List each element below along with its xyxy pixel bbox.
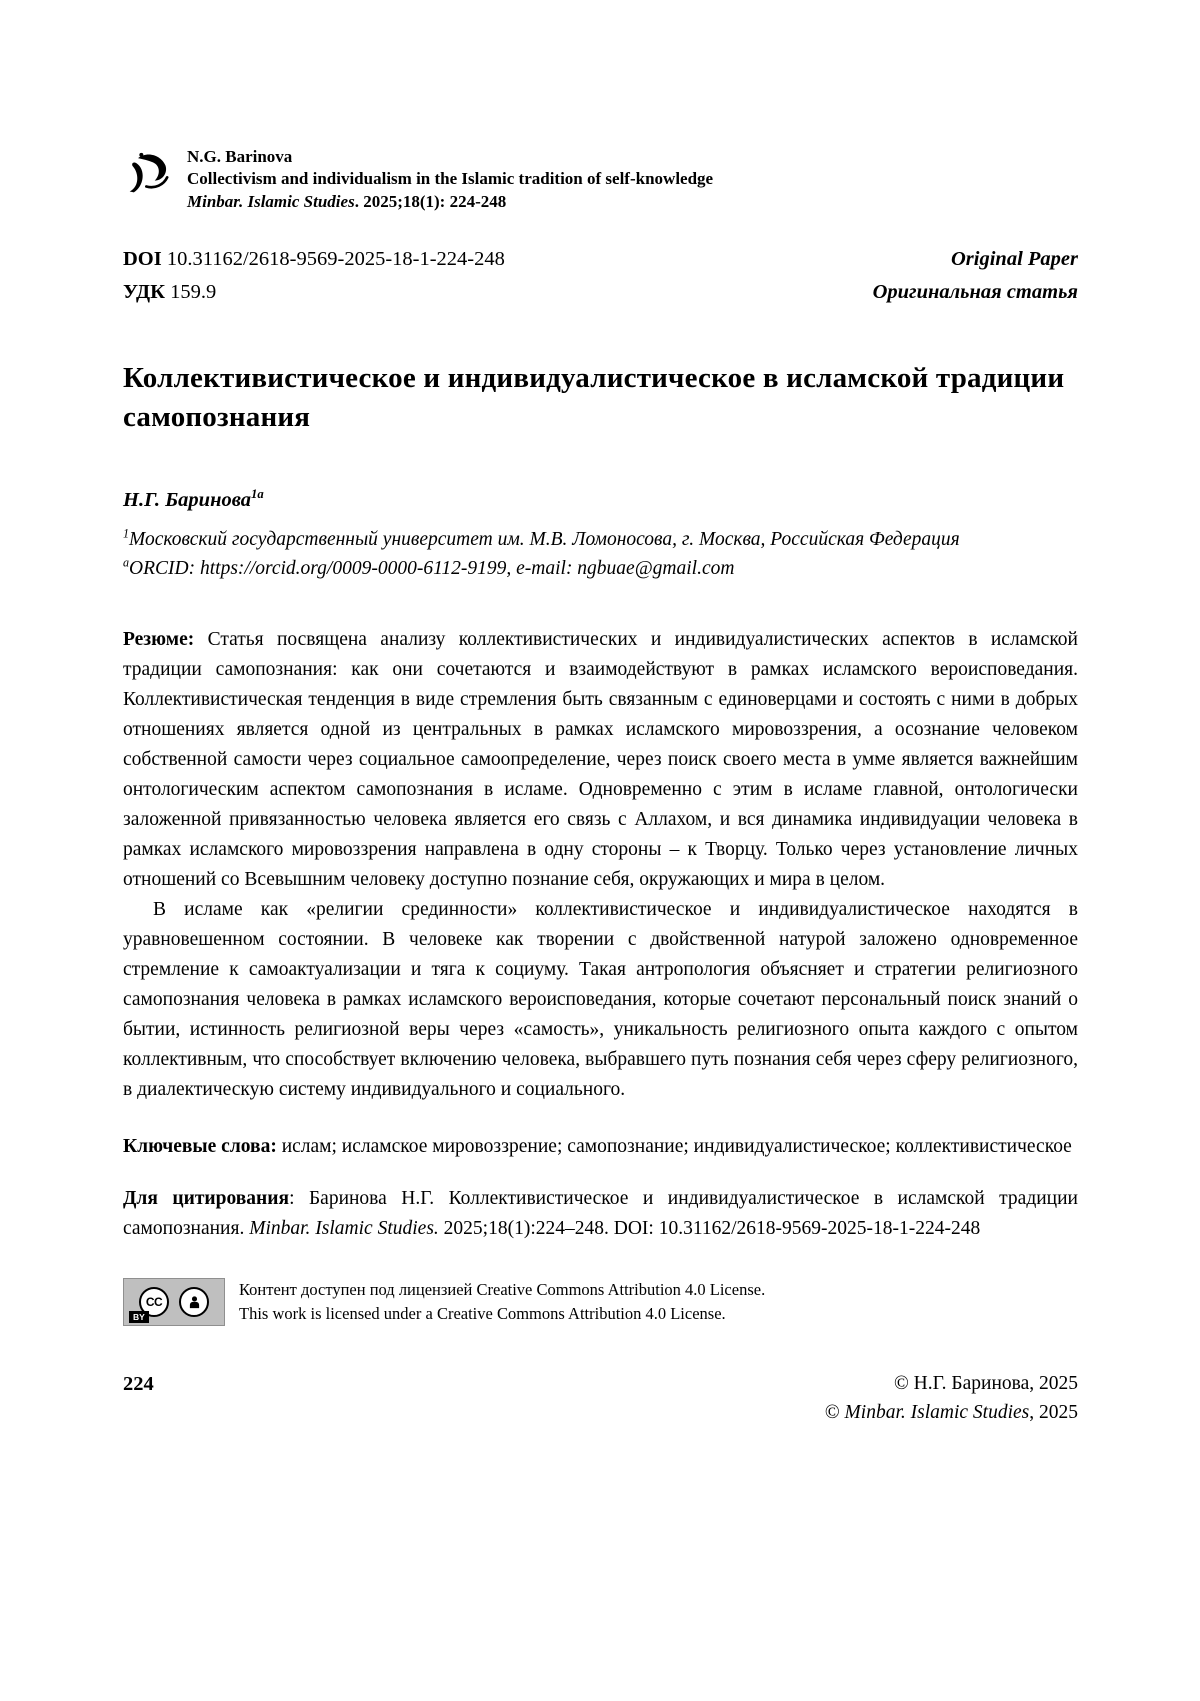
abstract-block — [123, 625, 1078, 1105]
license-line-ru: Контент доступен под лицензией Creative Commons Attribution 4.0 License. — [239, 1279, 766, 1299]
header-journal-ref — [187, 191, 713, 213]
citation-before: : Баринова Н.Г. Коллективистическое и индивидуалистическое в исламской традиции самопознания. — [123, 1187, 1078, 1239]
citation-label: Для цитирования — [123, 1187, 290, 1209]
page-footer — [123, 1369, 1078, 1428]
attribution-person-icon — [179, 1287, 209, 1317]
affiliation-line — [123, 525, 1078, 554]
citation-after: 2025;18(1):224–248. DOI: 10.31162/2618-9569-2025-18-1-224-248 — [443, 1217, 981, 1239]
journal-logo-icon — [123, 148, 173, 210]
abstract-text-1: Статья посвящена анализу коллективистических и индивидуалистических аспектов в исламской традиции самопознания: как они сочетаются и взаимодействуют в рамках исламского вероисповедания. Коллективистическая тенденция в виде стремления быть связанным с единоверцами и состоять с ними в добрых отношениях является одной из центральных в рамках исламского мировоззрения, а осознание человеком собственной самости через социальное самоопределение, через поиск своего места в умме является важнейшим онтологическим аспектом самопознания в исламе. Одновременно с этим в исламе главной, онтологически заложенной привязанностью человека является его связь с Аллахом, и вся динамика индивидуации человека в рамках исламского мировоззрения направлена в одну стороны – к Творцу. Только через установление личных отношений со Всевышним человеку доступно познание себя, окружающих и мира в целом. — [123, 629, 1078, 891]
by-tag: BY — [129, 1311, 149, 1324]
author-superscript: 1a — [251, 487, 264, 502]
header-author: N.G. Barinova — [187, 147, 293, 166]
license-line-en: This work is licensed under a Creative Commons Attribution 4.0 License. — [239, 1304, 726, 1324]
copyright-journal-name: Minbar. Islamic Studies — [844, 1402, 1030, 1424]
header-journal-issue: . 2025;18(1): 224-248 — [354, 191, 507, 211]
copyright-journal — [825, 1398, 1078, 1427]
abstract-paragraph-2: В исламе как «религии срединности» коллективистическое и индивидуалистическое находятся в уравновешенном состоянии. В человеке как творении с двойственной натурой заложено одновременное стремление к самоактуализации и тяга к социуму. Такая антропология объясняет и стратегии религиозного самопознания человека в рамках исламского вероисповедания, которые сочетают персональный поиск знаний о бытии, истинность религиозной веры через «самость», уникальность религиозного опыта каждого с опытом коллективным, что способствует включению человека, выбравшего путь познания себя через сферу религиозного, в диалектическую систему индивидуального и социального. — [123, 899, 1078, 1101]
orcid-text: ORCID: https://orcid.org/0009-0000-6112-9199, e-mail: ngbuae@gmail.com — [129, 558, 735, 579]
udk-line — [123, 276, 216, 309]
affiliation-superscript: 1 — [123, 526, 130, 541]
doi-label: DOI — [123, 248, 162, 271]
keywords-text: ислам; исламское мировоззрение; самопознание; индивидуалистическое; коллективистическое — [281, 1135, 1072, 1157]
udk-row — [123, 276, 1078, 309]
copyright-journal-suffix: , 2025 — [1029, 1402, 1078, 1424]
page-number: 224 — [123, 1373, 154, 1396]
paper-type-en: Original Paper — [951, 248, 1078, 271]
cc-by-badge — [123, 1278, 225, 1326]
abstract-paragraph-1 — [123, 625, 1078, 895]
keywords-line — [123, 1132, 1078, 1162]
doi-line — [123, 243, 505, 276]
header-journal-name: Minbar. Islamic Studies — [187, 191, 355, 211]
affiliation-text: Московский государственный университет им. М.В. Ломоносова, г. Москва, Российская Федерация — [129, 528, 960, 550]
author-name: Н.Г. Баринова — [123, 489, 251, 512]
license-block — [123, 1278, 1078, 1328]
keywords-label: Ключевые слова: — [123, 1135, 277, 1157]
paper-type-ru: Оригинальная статья — [872, 281, 1078, 304]
doi-row — [123, 243, 1078, 276]
meta-block — [123, 243, 1078, 309]
journal-header-text — [187, 146, 713, 213]
orcid-line — [123, 554, 1078, 583]
abstract-label: Резюме: — [123, 629, 195, 651]
journal-header — [123, 146, 1078, 213]
cc-icon-label: CC — [145, 1295, 163, 1310]
doi-value: 10.31162/2618-9569-2025-18-1-224-248 — [166, 248, 505, 271]
citation-line — [123, 1184, 1078, 1244]
copyright-journal-prefix: © — [824, 1402, 840, 1424]
udk-value: 159.9 — [170, 281, 217, 304]
copyright-block — [825, 1369, 1078, 1428]
author-line — [123, 485, 1078, 517]
license-text — [239, 1278, 765, 1328]
orcid-superscript: a — [123, 555, 130, 570]
citation-journal: Minbar. Islamic Studies. — [249, 1217, 439, 1239]
copyright-author: © Н.Г. Баринова, 2025 — [893, 1373, 1078, 1395]
udk-label: УДК — [123, 281, 165, 304]
header-article-title-en: Collectivism and individualism in the Islamic tradition of self-knowledge — [187, 169, 714, 189]
article-title: Коллективистическое и индивидуалистическое в исламской традиции самопознания — [123, 361, 1065, 434]
